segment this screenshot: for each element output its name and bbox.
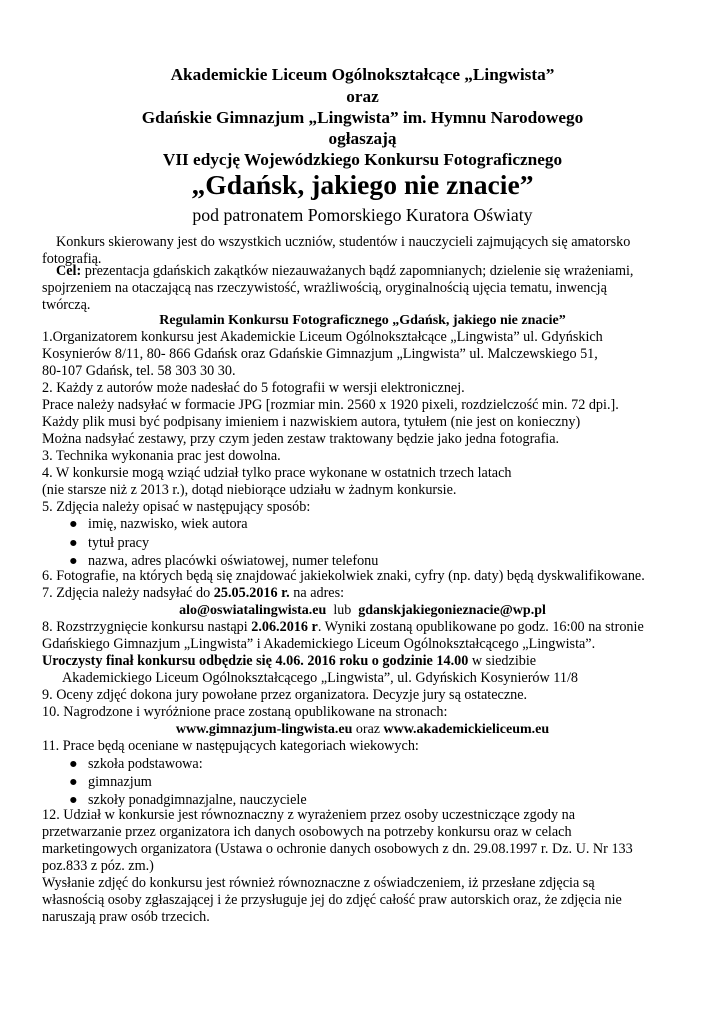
bullet-icon: ● xyxy=(69,516,78,532)
intro-line-1: Konkurs skierowany jest do wszystkich uczniów, studentów i nauczycieli zajmujących się amatorsko xyxy=(56,234,631,250)
rule-2: 2. Każdy z autorów może nadesłać do 5 fotografii w wersji elektronicznej. xyxy=(42,380,465,396)
bullet-icon: ● xyxy=(69,774,78,790)
rule-1-line-2: Kosynierów 8/11, 80- 866 Gdańsk oraz Gdańskie Gimnazjum „Lingwista” ul. Malczewskiego 51, xyxy=(42,346,598,362)
statement-line-3: naruszają praw osób trzecich. xyxy=(42,909,210,925)
rule-4-line-1: 4. W konkursie mogą wziąć udział tylko prace wykonane w ostatnich trzech latach xyxy=(42,465,512,481)
rule-2-format: Prace należy nadsyłać w formacie JPG [rozmiar min. 2560 x 1920 pixeli, rozdzielczość min. 72 dpi.]. xyxy=(42,397,619,413)
patronage-subtitle: pod patronatem Pomorskiego Kuratora Oświaty xyxy=(192,205,533,225)
bullet-icon: ● xyxy=(69,553,78,569)
goal-text: prezentacja gdańskich zakątków niezauważanych bądź zapomnianych; dzielenie się wrażeniami, xyxy=(81,263,634,279)
bullet-icon: ● xyxy=(69,535,78,551)
website-link-2[interactable]: www.akademickieliceum.eu xyxy=(383,722,550,737)
document-page: Akademickie Liceum Ogólnokształcące „Lingwista” oraz Gdańskie Gimnazjum „Lingwista” im. Hymnu Narodowego ogłaszają VII edycję Wojewódzkiego Konkursu Fotograficznego „Gdańsk, jakiego nie znacie” pod patronatem Pomorskiego Kuratora Oświaty Konkurs skierowany jest do wszystkich uczniów, studentów i nauczycieli zajmujących się amatorsko fotografią. Cel: prezentacja gdańskich zakątków niezauważanych bądź zapomnianych; dzielenie się wrażeniami, spojrzeniem na otaczającą nas rzeczywistość, wrażliwością, oryginalnością ujęcia tematu, inwencją twórczą. Regulamin Konkursu Fotograficznego „Gdańsk, jakiego nie znacie” 1.Organizatorem konkursu jest Akademickie Liceum Ogólnokształcące „Lingwista” ul. Gdyńskich Kosynierów 8/11, 80- 866 Gdańsk oraz Gdańskie Gimnazjum „Lingwista” ul. Malczewskiego 51, 80-107 Gdańsk, tel. 58 303 30 30. 2. Każdy z autorów może nadesłać do 5 fotografii w wersji elektronicznej. Prace należy nadsyłać w formacie JPG [rozmiar min. 2560 x 1920 pixeli, rozdzielczość min. 72 dpi.]. Każdy plik musi być podpisany imieniem i nazwiskiem autora, tytułem (nie jest on konieczny) Można nadsyłać zestawy, przy czym jeden zestaw traktowany będzie jako jedna fotografia. 3. Technika wykonania prac jest dowolna. 4. W konkursie mogą wziąć udział tylko prace wykonane w ostatnich trzech latach (nie starsze niż z 2013 r.), dotąd niebiorące udziału w żadnym konkursie. 5. Zdjęcia należy opisać w następujący sposób: ● imię, nazwisko, wiek autora ● tytuł pracy ● nazwa, adres placówki oświatowej, numer telefonu 6. Fotografie, na których będą się znajdować jakiekolwiek znaki, cyfry (np. daty) będą dyskwalifikowane. 7. Zdjęcia należy nadsyłać do 25.05.2016 r. na adres: alo@oswiatalingwista.eu lub gdanskjakiegonieznacie@wp.pl 8. Rozstrzygnięcie konkursu nastąpi 2.06.2016 r. Wyniki zostaną opublikowane po godz. 16:00 na stronie Gdańskiego Gimnazjum „Lingwista” i Akademickiego Liceum Ogólnokształcącego „Lingwista”. Uroczysty finał konkursu odbędzie się 4.06. 2016 roku o godzinie 14.00 w siedzibie Akademickiego Liceum Ogólnokształcącego „Lingwista”, ul. Gdyńskich Kosynierów 11/8 9. Oceny zdjęć dokona jury powołane przez organizatora. Decyzje jury są ostateczne. 10. Nagrodzone i wyróżnione prace zostaną opublikowane na stronach: www.gimnazjum-lingwista.eu oraz www.akademickieliceum.eu 11. Prace będą oceniane w następujących kategoriach wiekowych: ● szkoła podstawowa: ● gimnazjum ● szkoły ponadgimnazjalne, nauczyciele 12. Udział w konkursie jest równoznaczny z wyrażeniem przez osoby uczestniczące zgody na przetwarzanie przez organizatora ich danych osobowych na potrzeby konkursu oraz w celach marketingowych organizatora (Ustawa o ochronie danych osobowych z dn. 29.08.1997 r. Dz. U. Nr 133 poz.833 z póz. zm.) Wysłanie zdjęć do konkursu jest również równoznaczne z oświadczeniem, iż przesłane zdjęcia są własnością osoby zgłaszającej i że przysługuje jej do zdjęć całość praw autorskich oraz, że zdjęcia nie naruszają praw osób trzecich. xyxy=(0,0,725,1024)
goal-line-2: spojrzeniem na otaczającą nas rzeczywistość, wrażliwością, oryginalnością ujęcia tematu, inwencją xyxy=(42,280,607,296)
rule-9: 9. Oceny zdjęć dokona jury powołane przez organizatora. Decyzje jury są ostateczne. xyxy=(42,687,528,703)
goal-line-3: twórczą. xyxy=(42,297,91,313)
rule-12-line-2: przetwarzanie przez organizatora ich danych osobowych na potrzeby konkursu oraz w celach xyxy=(42,824,572,840)
statement-line-1: Wysłanie zdjęć do konkursu jest również równoznaczne z oświadczeniem, iż przesłane zdjęcia są xyxy=(42,875,595,891)
rule-6: 6. Fotografie, na których będą się znajdować jakiekolwiek znaki, cyfry (np. daty) będą dyskwalifikowane. xyxy=(42,568,645,584)
email-line: alo@oswiatalingwista.eu lub gdanskjakiegonieznacie@wp.pl xyxy=(179,603,546,618)
website-link-1[interactable]: www.gimnazjum-lingwista.eu xyxy=(175,722,353,737)
goal-line-1 xyxy=(56,263,633,280)
email-link-2[interactable]: gdanskjakiegonieznacie@wp.pl xyxy=(358,603,546,618)
statement-line-2: własnością osoby zgłaszającej i że przysługuje jej do zdjęć całość praw autorskich oraz, że zdjęcia nie xyxy=(42,892,622,908)
header-school-2: Gdańskie Gimnazjum „Lingwista” im. Hymnu Narodowego xyxy=(141,108,584,127)
rule-8-line-2: Gdańskiego Gimnazjum „Lingwista” i Akademickiego Liceum Ogólnokształcącego „Lingwista”. xyxy=(42,636,596,652)
rule-11: 11. Prace będą oceniane w następujących kategoriach wiekowych: xyxy=(42,738,419,754)
header-announce: ogłaszają xyxy=(328,129,397,148)
final-line-1: Uroczysty finał konkursu odbędzie się 4.06. 2016 roku o godzinie 14.00 w siedzibie xyxy=(42,653,537,669)
rule-1-line-3: 80-107 Gdańsk, tel. 58 303 30 30. xyxy=(42,363,236,379)
final-line-2: Akademickiego Liceum Ogólnokształcącego „Lingwista”, ul. Gdyńskich Kosynierów 11/8 xyxy=(62,670,579,686)
intro-line-2: fotografią. xyxy=(42,251,102,267)
rule-8-line-1: 8. Rozstrzygnięcie konkursu nastąpi 2.06.2016 r. Wyniki zostaną opublikowane po godz. 16:00 na stronie xyxy=(42,619,644,635)
rule-4-line-2: (nie starsze niż z 2013 r.), dotąd niebiorące udziału w żadnym konkursie. xyxy=(42,482,457,498)
results-date: 2.06.2016 r xyxy=(251,619,318,635)
rule-1-line-1: 1.Organizatorem konkursu jest Akademickie Liceum Ogólnokształcące „Lingwista” ul. Gdyńskich xyxy=(42,329,603,345)
contest-title: „Gdańsk, jakiego nie znacie” xyxy=(191,169,534,200)
rule-12-line-3: marketingowych organizatora (Ustawa o ochronie danych osobowych z dn. 29.08.1997 r. Dz. U. Nr 133 xyxy=(42,841,633,857)
deadline-date: 25.05.2016 r. xyxy=(213,585,290,601)
email-link-1[interactable]: alo@oswiatalingwista.eu xyxy=(179,603,327,618)
websites-line: www.gimnazjum-lingwista.eu oraz www.akademickieliceum.eu xyxy=(175,722,550,737)
rule-10: 10. Nagrodzone i wyróżnione prace zostaną opublikowane na stronach: xyxy=(42,704,448,720)
rule-2-sets: Można nadsyłać zestawy, przy czym jeden zestaw traktowany będzie jako jedna fotografia. xyxy=(42,431,560,447)
rule-12-line-1: 12. Udział w konkursie jest równoznaczny z wyrażeniem przez osoby uczestniczące zgody na xyxy=(42,807,575,823)
header-conjunction: oraz xyxy=(346,87,379,106)
bullet-icon: ● xyxy=(69,792,78,808)
rule-2-signing: Każdy plik musi być podpisany imieniem i nazwiskiem autora, tytułem (nie jest on konieczny) xyxy=(42,414,581,430)
final-announcement: Uroczysty finał konkursu odbędzie się 4.06. 2016 roku o godzinie 14.00 xyxy=(42,653,469,669)
header-school-1: Akademickie Liceum Ogólnokształcące „Lingwista” xyxy=(170,65,555,84)
rule-12-line-4: poz.833 z póz. zm.) xyxy=(42,858,154,874)
rule-7: 7. Zdjęcia należy nadsyłać do 25.05.2016 r. na adres: xyxy=(42,585,345,601)
rule-3: 3. Technika wykonania prac jest dowolna. xyxy=(42,448,281,464)
rule-5: 5. Zdjęcia należy opisać w następujący sposób: xyxy=(42,499,311,515)
header-edition: VII edycję Wojewódzkiego Konkursu Fotograficznego xyxy=(162,150,563,169)
goal-label: Cel: xyxy=(56,263,82,279)
bullet-icon: ● xyxy=(69,756,78,772)
rules-heading: Regulamin Konkursu Fotograficznego „Gdańsk, jakiego nie znacie” xyxy=(159,313,566,328)
